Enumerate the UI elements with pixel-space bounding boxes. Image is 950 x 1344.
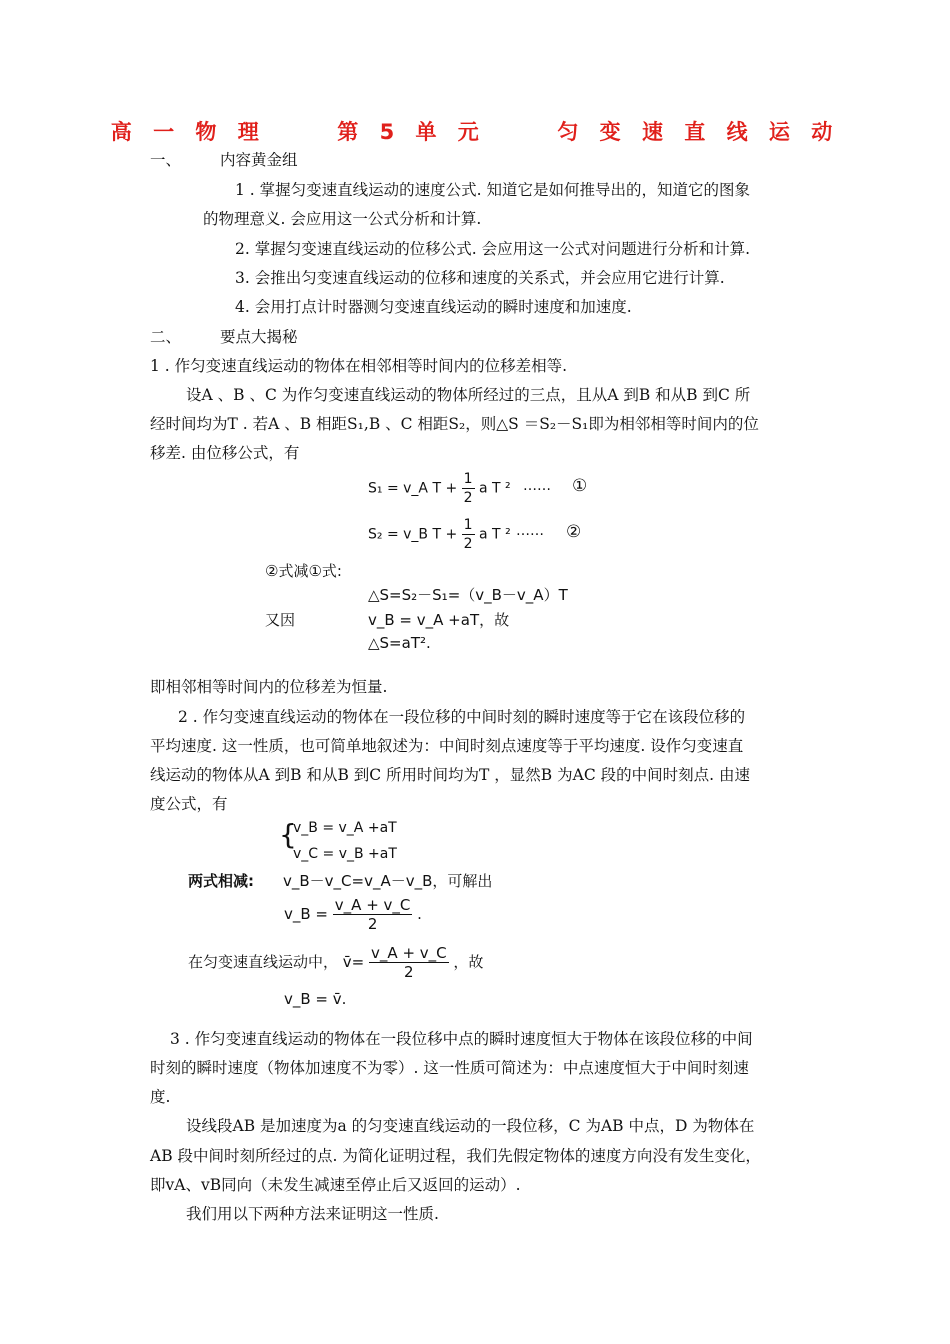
since-label: 又因 [265,611,296,629]
delta-s-equation: △S=S₂－S₁=（v_B－v_A）T [368,586,568,604]
subtract-equation-2: v_B－v_C=v_A－v_B，可解出 [283,872,493,890]
point3-line-7: 我们用以下两种方法来证明这一性质. [186,1205,439,1223]
equation-2: S₂ = v_B T + $\frac{1}{2}$ a T ² [368,517,511,552]
section2-heading: 要点大揭秘 [220,328,298,346]
equation-2-dots: …… [516,523,544,539]
section1-item-2: 2. 掌握匀变速直线运动的位移公式. 会应用这一公式对问题进行分析和计算. [235,240,750,258]
point1-statement: 1 . 作匀变速直线运动的物体在相邻相等时间内的位移差相等. [150,357,568,375]
point3-statement: 3 . 作匀变速直线运动的物体在一段位移中点的瞬时速度恒大于物体在该段位移的中间 [170,1030,753,1048]
section1-item-4: 4. 会用打点计时器测匀变速直线运动的瞬时速度和加速度. [235,298,632,316]
point2-line-2: 平均速度. 这一性质，也可简单地叙述为：中间时刻点速度等于平均速度. 设作匀变速直 [150,737,744,755]
equation-1: S₁ = v_A T + $\frac{1}{2}$ a T ² [368,471,511,506]
equation-1-marker: ① [572,476,588,496]
delta-s-result: △S=aT². [368,634,431,652]
vb-formula: v_B = $\frac{v\_A + v\_C}{2}$ . [284,896,422,933]
point2-statement: 2 . 作匀变速直线运动的物体在一段位移的中间时刻的瞬时速度等于它在该段位移的 [178,708,746,726]
point1-conclusion: 即相邻相等时间内的位移差为恒量. [150,678,388,696]
equation-2-marker: ② [566,522,582,542]
vb-equals-average: v_B = v̄. [284,990,347,1008]
page-title: 高 一 物 理 第 5 单 元 匀 变 速 直 线 运 动 [110,120,840,144]
point3-line-4: 设线段AB 是加速度为a 的匀变速直线运动的一段位移，C 为AB 中点，D 为物体在 [186,1117,755,1135]
system-brace: { [279,818,297,851]
point3-line-3: 度. [150,1088,171,1106]
system-equation-1: v_B = v_A +aT [293,820,397,836]
point1-line-2: 设A 、B 、C 为作匀变速直线运动的物体所经过的三点，且从A 到B 和从B 到C 所 [186,386,751,404]
equation-1-dots: …… [523,478,551,494]
section1-item-1b: 的物理意义. 会应用这一公式分析和计算. [203,210,482,228]
point1-line-3: 经时间均为T . 若A 、B 相距S₁,B 、C 相距S₂，则△S ＝S₂－S₁即为相邻相等时间内的位 [150,415,759,433]
section1-item-1a: 1 . 掌握匀变速直线运动的速度公式. 知道它是如何推导出的，知道它的图象 [235,181,750,199]
point3-line-5: AB 段中间时刻所经过的点. 为简化证明过程，我们先假定物体的速度方向没有发生变化， [150,1147,761,1165]
point3-line-6: 即vA、vB同向（未发生减速至停止后又返回的运动）. [150,1176,521,1194]
average-velocity-formula: 在匀变速直线运动中， v̄= $\frac{v\_A + v\_C}{2}$ ，故 [188,944,484,981]
velocity-relation: v_B = v_A +aT，故 [368,611,510,629]
subtract-label-2: 两式相减: [188,872,254,890]
section1-item-3: 3. 会推出匀变速直线运动的位移和速度的关系式，并会应用它进行计算. [235,269,725,287]
section1-number: 一、 [150,151,182,169]
subtract-label: ②式减①式: [265,562,342,580]
point2-line-3: 线运动的物体从A 到B 和从B 到C 所用时间均为T ，显然B 为AC 段的中间时刻点. 由速 [150,766,750,784]
point2-line-4: 度公式，有 [150,795,228,813]
system-equation-2: v_C = v_B +aT [293,846,397,862]
section1-heading: 内容黄金组 [220,151,298,169]
point1-line-4: 移差. 由位移公式，有 [150,444,300,462]
section2-number: 二、 [150,328,182,346]
point3-line-2: 时刻的瞬时速度（物体加速度不为零）. 这一性质可简述为：中点速度恒大于中间时刻速 [150,1059,749,1077]
